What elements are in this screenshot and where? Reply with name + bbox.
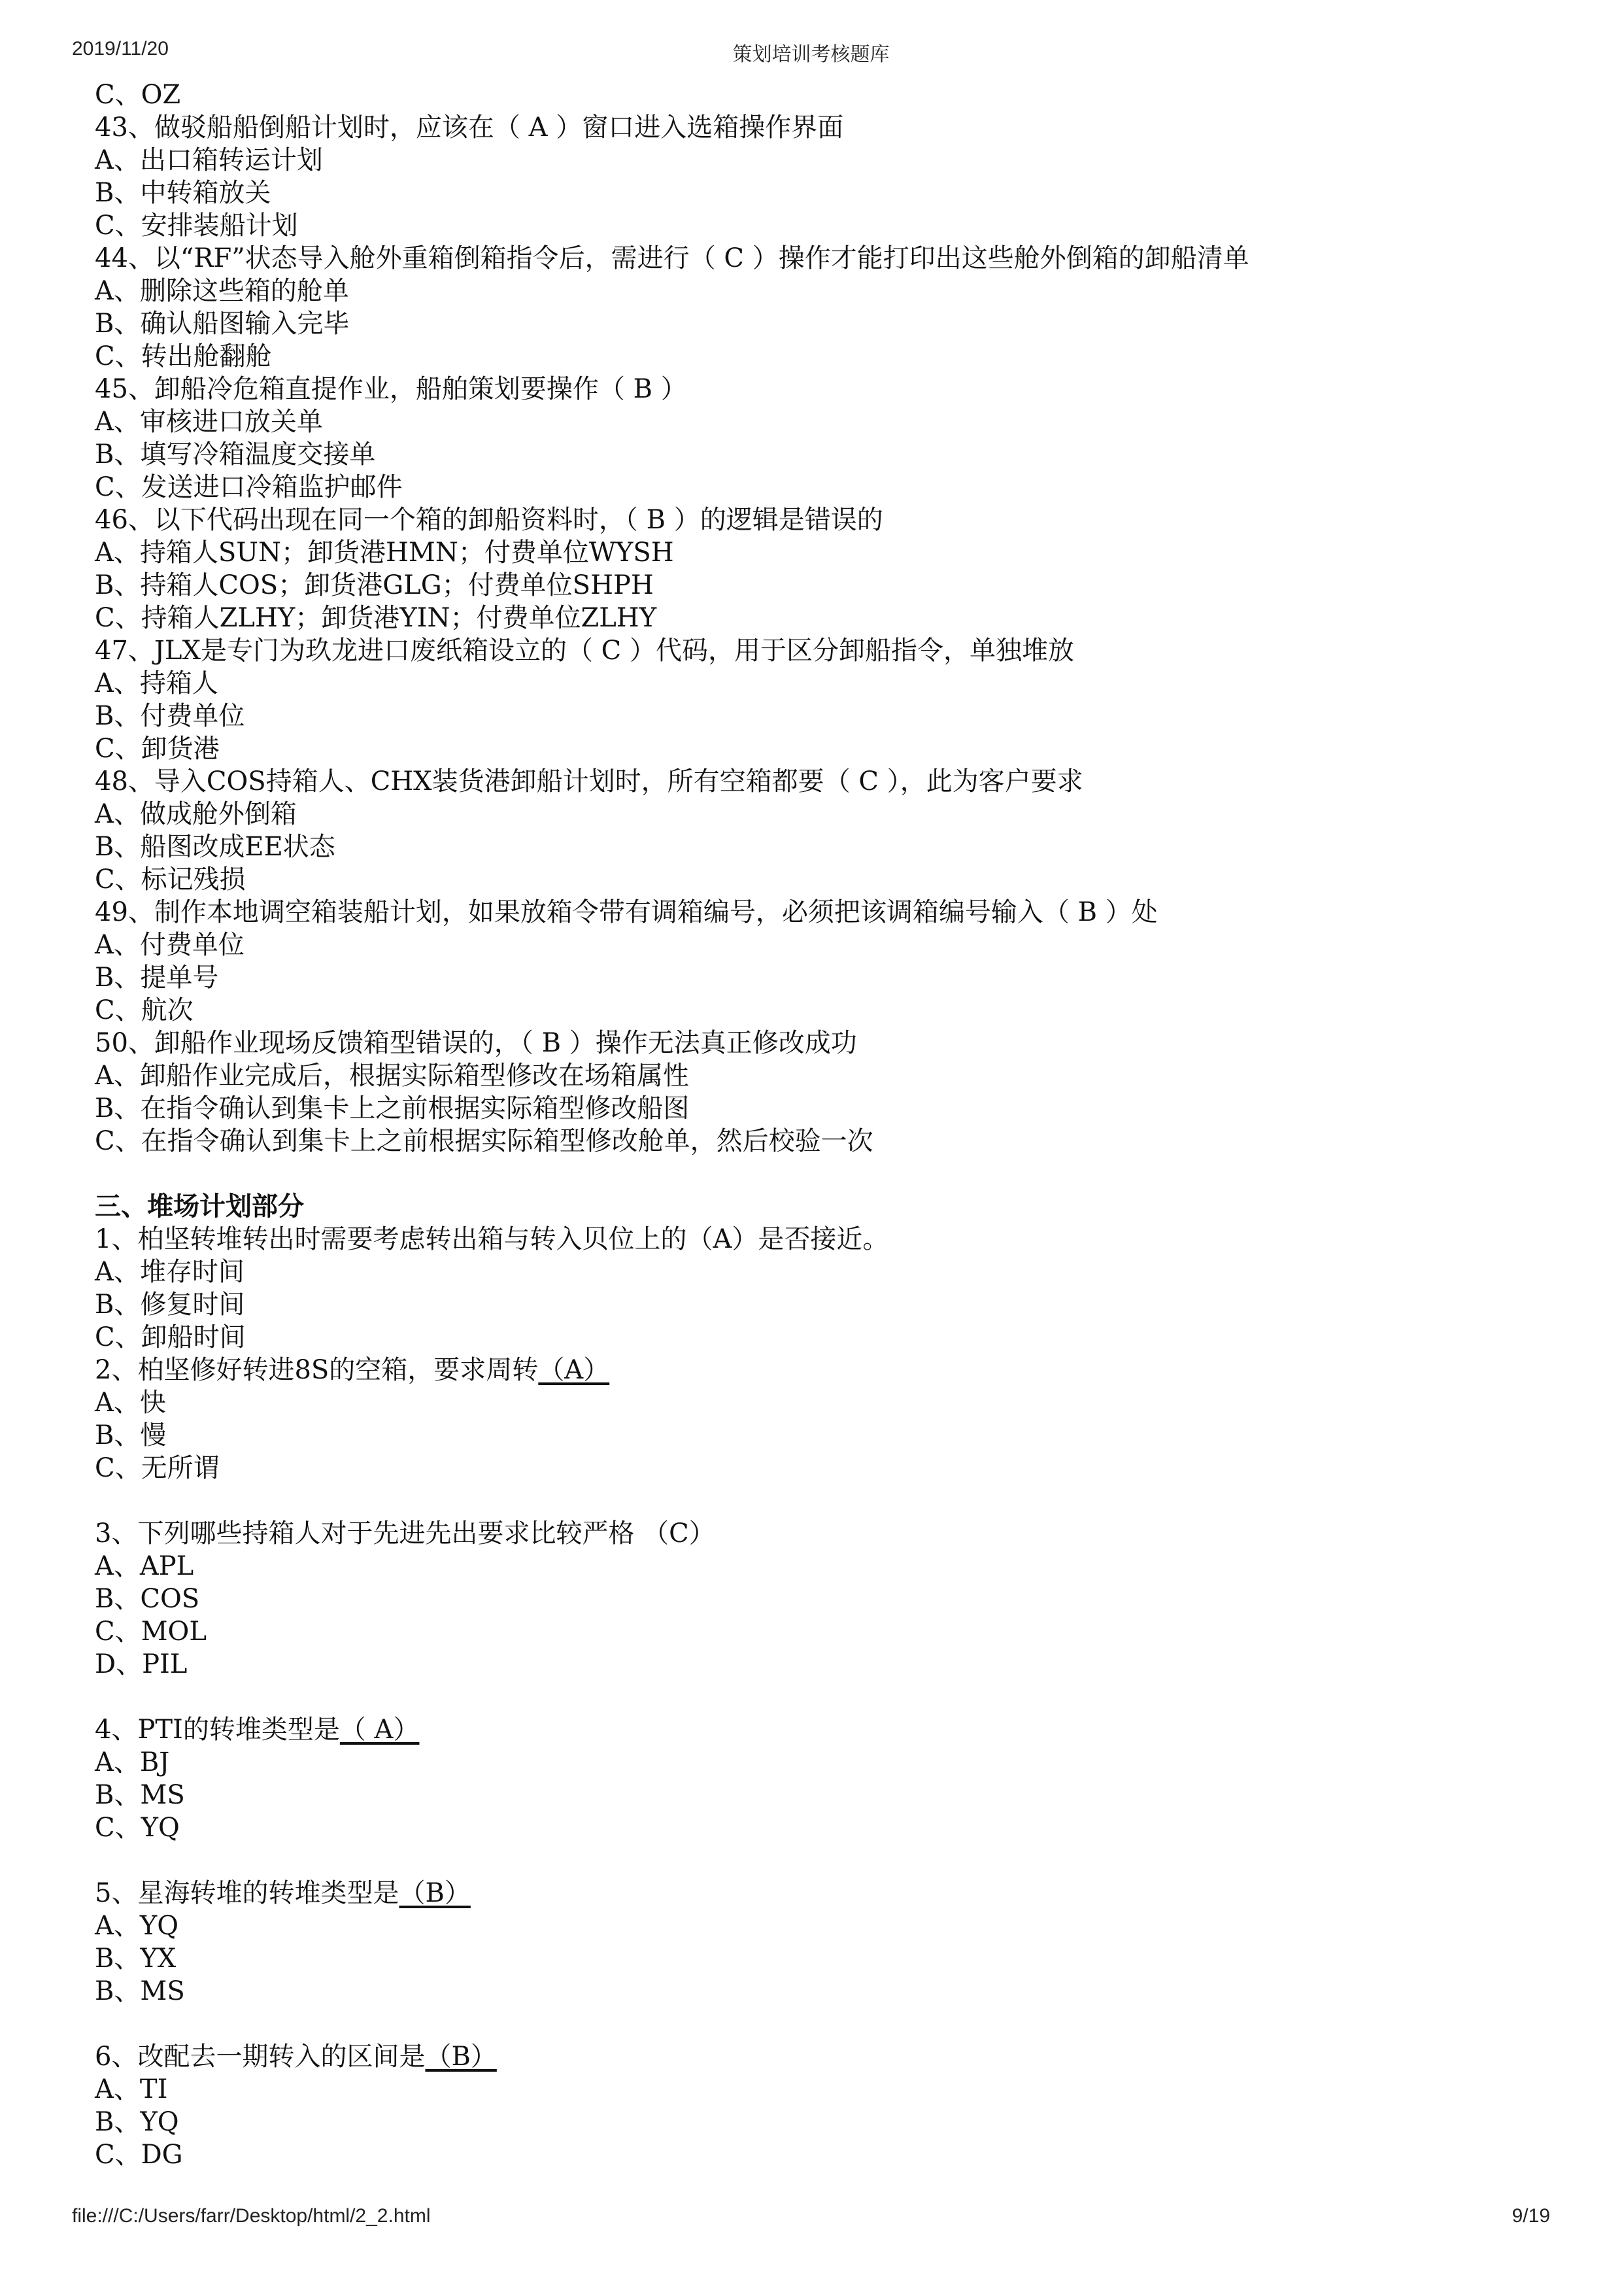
option-line: C、标记残损: [95, 865, 246, 895]
question-46: 46、以下代码出现在同一个箱的卸船资料时，（ B ）的逻辑是错误的: [95, 505, 883, 535]
question-50: 50、卸船作业现场反馈箱型错误的，（ B ）操作无法真正修改成功: [95, 1028, 857, 1058]
option-line: D、PIL: [95, 1649, 188, 1679]
option-line: A、APL: [95, 1551, 194, 1581]
question-45: 45、卸船冷危箱直提作业，船舶策划要操作（ B ）: [95, 374, 687, 404]
question-47: 47、JLX是专门为玖龙进口废纸箱设立的（ C ）代码，用于区分卸船指令，单独堆放: [95, 636, 1075, 666]
option-line: C、卸货港: [95, 734, 220, 764]
option-line: A、堆存时间: [95, 1257, 245, 1287]
option-line: A、审核进口放关单: [95, 407, 323, 437]
option-line: C、在指令确认到集卡上之前根据实际箱型修改舱单，然后校验一次: [95, 1126, 873, 1156]
option-line: B、填写冷箱温度交接单: [95, 439, 376, 470]
option-line: A、删除这些箱的舱单: [95, 276, 349, 306]
print-date: 2019/11/20: [72, 38, 169, 60]
section-heading: 三、堆场计划部分: [95, 1191, 304, 1222]
option-line: B、MS: [95, 1780, 185, 1810]
answer: （B）: [425, 2042, 497, 2072]
file-path: file:///C:/Users/farr/Desktop/html/2_2.html: [72, 2205, 431, 2227]
option-line: B、持箱人COS；卸货港GLG；付费单位SHPH: [95, 570, 654, 600]
yard-question-6: [95, 2040, 1533, 2073]
option-line: A、YQ: [95, 1911, 179, 1941]
answer: （B）: [399, 1878, 471, 1908]
option-line: B、修复时间: [95, 1290, 245, 1320]
option-line: A、做成舱外倒箱: [95, 799, 297, 829]
option-line: B、船图改成EE状态: [95, 832, 335, 862]
option-line: A、TI: [95, 2074, 168, 2104]
option-line: C、MOL: [95, 1617, 207, 1647]
question-43: 43、做驳船船倒船计划时，应该在（ A ）窗口进入选箱操作界面: [95, 112, 844, 143]
question-49: 49、制作本地调空箱装船计划，如果放箱令带有调箱编号，必须把该调箱编号输入（ B ）处: [95, 897, 1158, 927]
option-line: C、YQ: [95, 1813, 180, 1843]
text-line: C、OZ: [95, 80, 181, 110]
document-body: [95, 78, 1533, 2171]
option-line: C、发送进口冷箱监护邮件: [95, 472, 403, 502]
option-line: A、出口箱转运计划: [95, 145, 323, 175]
option-line: B、确认船图输入完毕: [95, 309, 350, 339]
option-line: A、BJ: [95, 1747, 170, 1777]
question-text: 6、改配去一期转入的区间是: [95, 2042, 426, 2072]
option-line: C、航次: [95, 995, 194, 1025]
option-line: B、MS: [95, 1976, 185, 2006]
option-line: B、COS: [95, 1584, 200, 1614]
option-line: B、付费单位: [95, 701, 245, 731]
option-line: B、提单号: [95, 963, 219, 993]
option-line: C、安排装船计划: [95, 211, 298, 241]
option-line: B、在指令确认到集卡上之前根据实际箱型修改船图: [95, 1093, 690, 1123]
option-line: A、持箱人SUN；卸货港HMN；付费单位WYSH: [95, 538, 674, 568]
yard-question-4: [95, 1713, 1533, 1746]
option-line: B、YQ: [95, 2107, 179, 2137]
yard-question-5: [95, 1877, 1533, 1910]
option-line: B、中转箱放关: [95, 178, 271, 208]
option-line: C、DG: [95, 2140, 183, 2170]
option-line: A、持箱人: [95, 668, 218, 698]
page-title: 策划培训考核题库: [732, 44, 890, 65]
yard-question-1: 1、柏坚转堆转出时需要考虑转出箱与转入贝位上的（A）是否接近。: [95, 1224, 889, 1254]
yard-question-2: [95, 1354, 1533, 1386]
question-44: 44、以“RF”状态导入舱外重箱倒箱指令后，需进行（ C ）操作才能打印出这些舱外倒箱的卸船清单: [95, 243, 1249, 273]
option-line: C、无所谓: [95, 1453, 220, 1483]
option-line: C、持箱人ZLHY；卸货港YIN；付费单位ZLHY: [95, 603, 657, 633]
option-line: C、卸船时间: [95, 1322, 246, 1352]
option-line: C、转出舱翻舱: [95, 341, 272, 371]
answer: （ A）: [339, 1715, 420, 1745]
answer: （A）: [538, 1355, 610, 1385]
option-line: A、快: [95, 1388, 166, 1418]
option-line: B、YX: [95, 1944, 177, 1974]
option-line: B、慢: [95, 1420, 167, 1450]
option-line: A、付费单位: [95, 930, 245, 960]
question-text: 4、PTI的转堆类型是: [95, 1715, 340, 1745]
option-line: A、卸船作业完成后，根据实际箱型修改在场箱属性: [95, 1061, 689, 1091]
question-text: 5、星海转堆的转堆类型是: [95, 1878, 399, 1908]
question-text: 2、柏坚修好转进8S的空箱，要求周转: [95, 1355, 539, 1385]
question-48: 48、导入COS持箱人、CHX装货港卸船计划时，所有空箱都要（ C ），此为客户要求: [95, 766, 1083, 797]
page-number: 9/19: [1512, 2205, 1550, 2227]
yard-question-3: 3、下列哪些持箱人对于先进先出要求比较严格 （C）: [95, 1518, 715, 1549]
